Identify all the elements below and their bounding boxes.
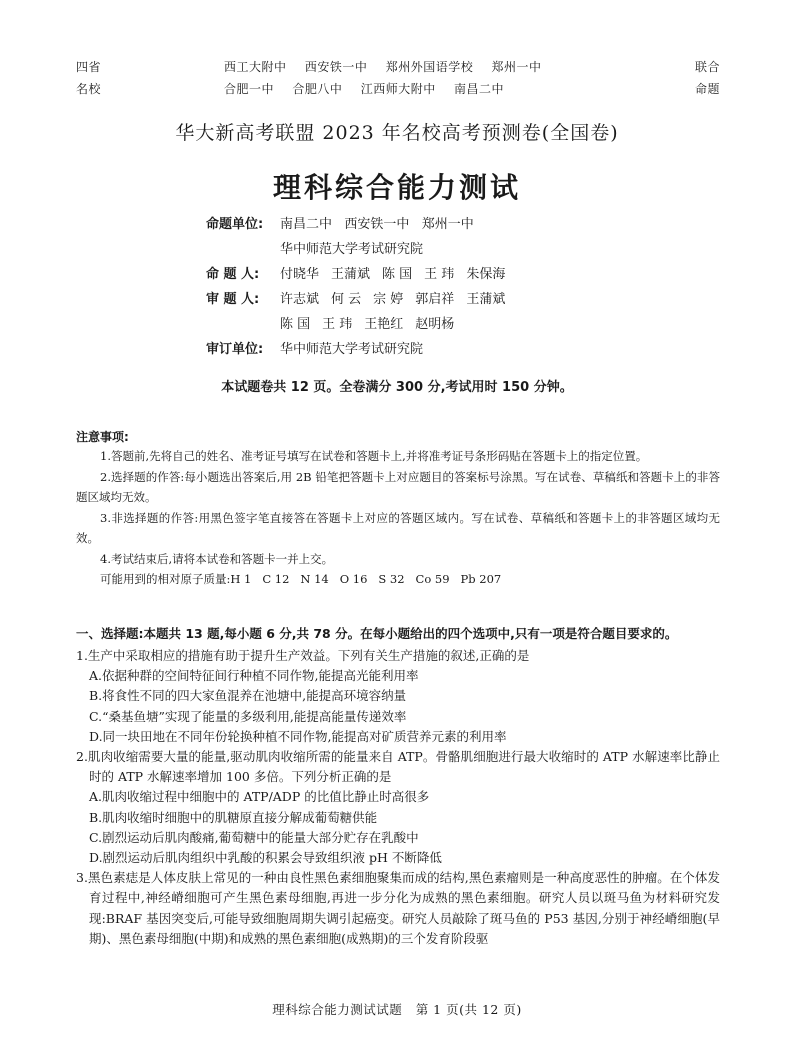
credit-label: 命 题 人: [206,267,260,282]
schools-row-2 [224,78,556,100]
schools-row-1 [224,56,556,78]
notice-item: 2.选择题的作答:每小题选出答案后,用 2B 铅笔把答题卡上对应题目的答案标号涂黑。写在试卷、草稿纸和答题卡上的非答题区域均无效。 [76,469,720,504]
atomic-mass-note: 可能用到的相对原子质量:H 1 C 12 N 14 O 16 S 32 Co 59 Pb 207 [100,572,502,586]
question-1-option-a: A.依据种群的空间特征间行种植不同作物,能提高光能利用率 [89,668,419,684]
person-name: 王蒲斌 [331,267,371,282]
person-name: 何 云 [331,292,362,307]
credit-label: 命题单位: [206,217,264,232]
credit-setters [206,262,517,287]
notice-item: 1.答题前,先将自己的姓名、准考证号填写在试卷和答题卡上,并将准考证号条形码贴在答题卡上的指定位置。 [100,449,648,463]
question-2-option-b: B.肌肉收缩时细胞中的肌糖原直接分解成葡萄糖供能 [89,809,378,825]
credit-unit [206,212,517,237]
school: 南昌二中 [454,82,505,96]
school: 江西师大附中 [360,82,436,96]
notice-list [76,446,720,590]
notice-item: 3.非选择题的作答:用黑色签字笔直接答在答题卡上对应的答题区域内。写在试卷、草稿纸和答题卡上的非答题区域均无效。 [76,510,720,545]
person-name: 朱保海 [466,267,506,282]
school: 合肥一中 [224,82,275,96]
credit-reviewers-cont [206,312,517,337]
header-right-line1: 联合 [694,60,720,74]
header-right-line2: 命题 [694,82,720,96]
question-list [76,646,720,949]
exam-info: 本试题卷共 12 页。全卷满分 300 分,考试用时 150 分钟。 [221,380,573,395]
exam-title: 华大新高考联盟 2023 年名校高考预测卷(全国卷) [175,122,619,144]
school: 西工大附中 [224,60,287,74]
credit-audit [206,337,517,362]
credits-block [206,212,517,362]
notice-title: 注意事项: [76,430,129,444]
question-3-stem: 3.黑色素痣是人体皮肤上常见的一种由良性黑色素细胞聚集而成的结构,黑色素瘤则是一种高度恶性的肿瘤。在个体发育过程中,神经嵴细胞可产生黑色素母细胞,再进一步分化为成熟的黑色素细胞。研究人员以斑马鱼为材料研究发现:BRAF 基因突变后,可能导致细胞周期失调引起癌变。研究人员敲除了斑马鱼的 P53 基因,分别于神经嵴细胞(早期)、黑色素母细胞(中期)和成熟的黑色素细胞(成熟期)的三个发育阶段驱 [76,870,720,946]
page-footer: 理科综合能力测试试题 第 1 页(共 12 页) [272,1002,522,1017]
credit-unit-cont: 华中师范大学考试研究院 [280,242,424,257]
question-1-option-b: B.将食性不同的四大家鱼混养在池塘中,能提高环境容纳量 [89,688,407,704]
question-1-stem: 1.生产中采取相应的措施有助于提升生产效益。下列有关生产措施的叙述,正确的是 [76,648,530,663]
person-name: 许志斌 [280,292,320,307]
credit-reviewers [206,287,517,312]
section-title: 一、选择题:本题共 13 题,每小题 6 分,共 78 分。在每小题给出的四个选项中,只有一项是符合题目要求的。 [76,626,678,641]
question-2-stem: 2.肌肉收缩需要大量的能量,驱动肌肉收缩所需的能量来自 ATP。骨骼肌细胞进行最大收缩时的 ATP 水解速率比静止时的 ATP 水解速率增加 100 多倍。下列分析正确的是 [76,749,720,785]
person-name: 王 玮 [424,267,455,282]
question-2-option-c: C.剧烈运动后肌肉酸痛,葡萄糖中的能量大部分贮存在乳酸中 [89,829,419,845]
person-name: 王艳红 [364,317,404,332]
person-name: 郭启祥 [415,292,455,307]
question-1-option-d: D.同一块田地在不同年份轮换种植不同作物,能提高对矿质营养元素的利用率 [89,728,507,744]
school: 郑州一中 [491,60,542,74]
person-name: 陈 国 [280,317,311,332]
person-name: 王蒲斌 [466,292,506,307]
person-name: 宗 婷 [373,292,404,307]
person-name: 陈 国 [382,267,413,282]
school: 郑州外国语学校 [385,60,474,74]
credit-value: 华中师范大学考试研究院 [280,342,424,357]
credit-label: 审订单位: [206,342,264,357]
person-name: 赵明杨 [415,317,455,332]
credit-label: 审 题 人: [206,292,260,307]
header-left [76,56,101,100]
header-left-line1: 四省 [76,60,102,74]
person-name: 付晓华 [280,267,320,282]
header-left-line2: 名校 [76,82,102,96]
question-1-option-c: C.“桑基鱼塘”实现了能量的多级利用,能提高能量传递效率 [89,708,407,724]
notice-item: 4.考试结束后,请将本试卷和答题卡一并上交。 [100,551,334,566]
header-schools [224,56,556,100]
question-2-option-d: D.剧烈运动后肌肉组织中乳酸的积累会导致组织液 pH 不断降低 [89,850,442,866]
credit-value: 南昌二中 西安铁一中 郑州一中 [280,217,474,232]
school: 合肥八中 [292,82,343,96]
person-name: 王 玮 [322,317,353,332]
question-2-option-a: A.肌肉收缩过程中细胞中的 ATP/ADP 的比值比静止时高很多 [89,789,430,805]
subject-title: 理科综合能力测试 [272,171,521,204]
header-right [695,56,720,100]
school: 西安铁一中 [304,60,368,74]
